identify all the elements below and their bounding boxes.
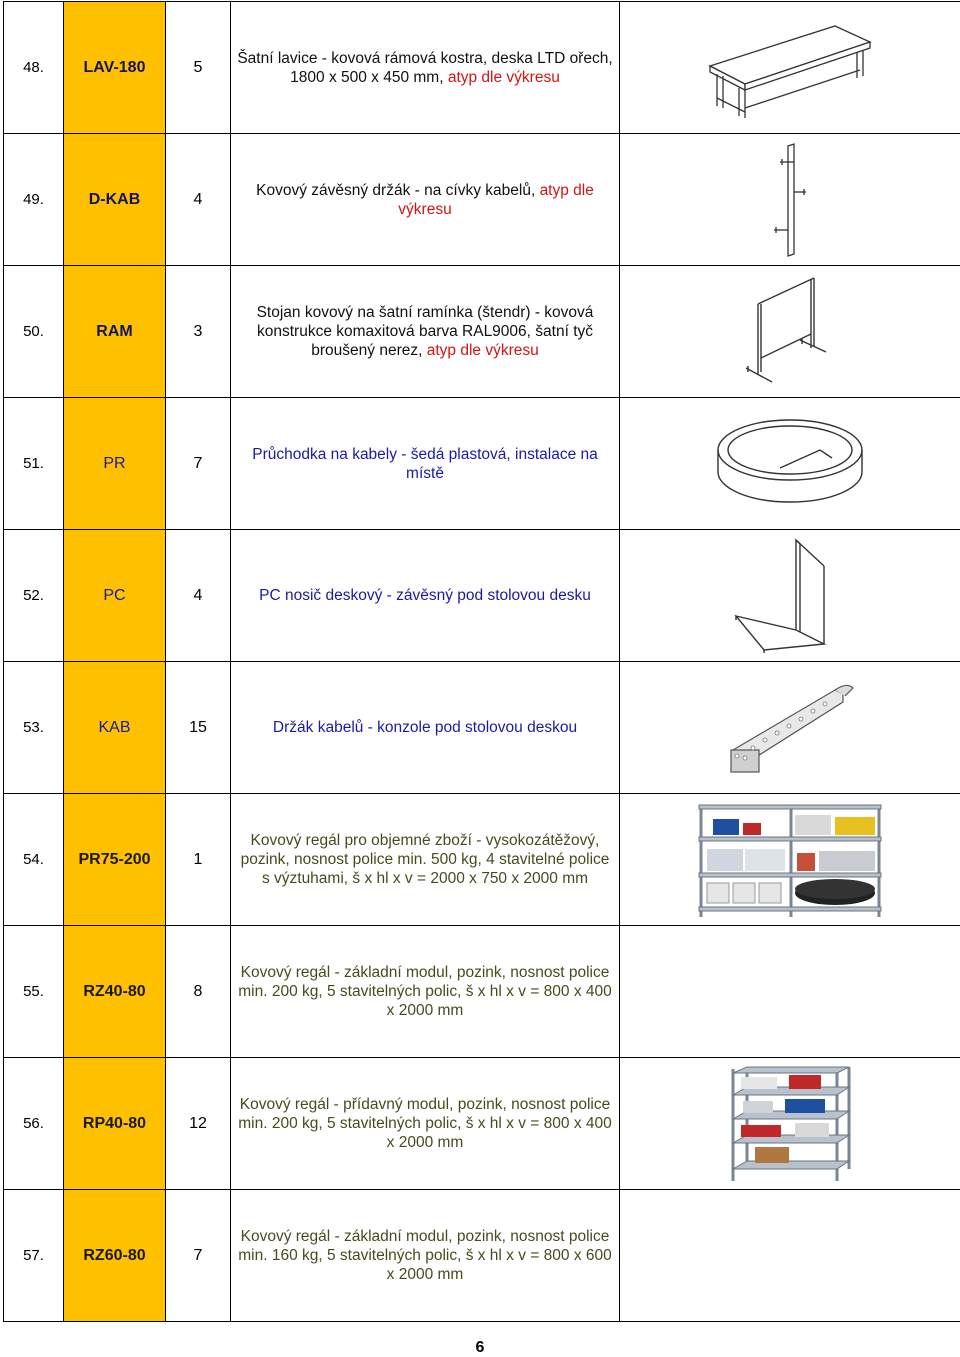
page-number: 6 <box>475 1339 485 1356</box>
cable-grommet-drawing-icon <box>620 398 960 530</box>
table-row <box>4 1190 960 1322</box>
description: Kovový regál - základní modul, pozink, nosnost police min. 160 kg, 5 stavitelných polic, š x hl x v = 800 x 600 x 2000 mm <box>231 1190 620 1322</box>
description: Držák kabelů - konzole pod stolovou deskou <box>231 662 620 794</box>
quantity: 8 <box>166 926 231 1058</box>
row-number: 53. <box>4 662 64 794</box>
product-code: D-KAB <box>64 134 166 266</box>
table-row <box>4 398 960 530</box>
product-code: PR <box>64 398 166 530</box>
quantity: 1 <box>166 794 231 926</box>
atyp-note: atyp dle výkresu <box>447 68 560 86</box>
product-code: KAB <box>64 662 166 794</box>
cable-holder-drawing-icon <box>620 134 960 266</box>
table-row <box>4 1058 960 1190</box>
row-number: 52. <box>4 530 64 662</box>
quantity: 15 <box>166 662 231 794</box>
quantity: 7 <box>166 398 231 530</box>
row-number: 55. <box>4 926 64 1058</box>
row-number: 50. <box>4 266 64 398</box>
product-code: RZ40-80 <box>64 926 166 1058</box>
product-code: LAV-180 <box>64 2 166 134</box>
description: Kovový regál pro objemné zboží - vysokozátěžový, pozink, nosnost police min. 500 kg, 4 stavitelné police s výztuhami, š x hl x v = 2000 x 750 x 2000 mm <box>231 794 620 926</box>
shelf-unit-photo-icon <box>620 1058 960 1190</box>
table-row <box>4 266 960 398</box>
table-row <box>4 662 960 794</box>
cable-tray-drawing-icon <box>620 662 960 794</box>
description: Stojan kovový na šatní ramínka (štendr) - kovová konstrukce komaxitová barva RAL9006, šatní tyč broušený nerez, atyp dle výkresu <box>231 266 620 398</box>
atyp-note: atyp dle výkresu <box>398 181 594 218</box>
row-number: 51. <box>4 398 64 530</box>
product-code: RZ60-80 <box>64 1190 166 1322</box>
table-row <box>4 530 960 662</box>
product-code: PR75-200 <box>64 794 166 926</box>
table-row <box>4 134 960 266</box>
blank-image <box>620 1190 960 1322</box>
blank-image <box>620 926 960 1058</box>
table-row <box>4 794 960 926</box>
product-code: PC <box>64 530 166 662</box>
product-code: RP40-80 <box>64 1058 166 1190</box>
description: Kovový závěsný držák - na cívky kabelů, atyp dle výkresu <box>231 134 620 266</box>
quantity: 12 <box>166 1058 231 1190</box>
row-number: 48. <box>4 2 64 134</box>
quantity: 7 <box>166 1190 231 1322</box>
atyp-note: atyp dle výkresu <box>426 342 539 359</box>
row-number: 56. <box>4 1058 64 1190</box>
table-row <box>4 2 960 134</box>
product-code: RAM <box>64 266 166 398</box>
clothes-rack-drawing-icon <box>620 266 960 398</box>
table-row <box>4 926 960 1058</box>
row-number: 49. <box>4 134 64 266</box>
quantity: 4 <box>166 530 231 662</box>
bench-drawing-icon <box>620 2 960 134</box>
quantity: 5 <box>166 2 231 134</box>
heavy-shelf-photo-icon <box>620 794 960 926</box>
quantity: 4 <box>166 134 231 266</box>
row-number: 57. <box>4 1190 64 1322</box>
description: Kovový regál - základní modul, pozink, nosnost police min. 200 kg, 5 stavitelných polic, š x hl x v = 800 x 400 x 2000 mm <box>231 926 620 1058</box>
row-number: 54. <box>4 794 64 926</box>
pc-holder-drawing-icon <box>620 530 960 662</box>
description: Průchodka na kabely - šedá plastová, instalace na místě <box>231 398 620 530</box>
description: Šatní lavice - kovová rámová kostra, deska LTD ořech, 1800 x 500 x 450 mm, atyp dle výkresu <box>231 2 620 134</box>
quantity: 3 <box>166 266 231 398</box>
description: PC nosič deskový - závěsný pod stolovou desku <box>231 530 620 662</box>
description: Kovový regál - přídavný modul, pozink, nosnost police min. 200 kg, 5 stavitelných polic, š x hl x v = 800 x 400 x 2000 mm <box>231 1058 620 1190</box>
product-table <box>3 1 960 1322</box>
